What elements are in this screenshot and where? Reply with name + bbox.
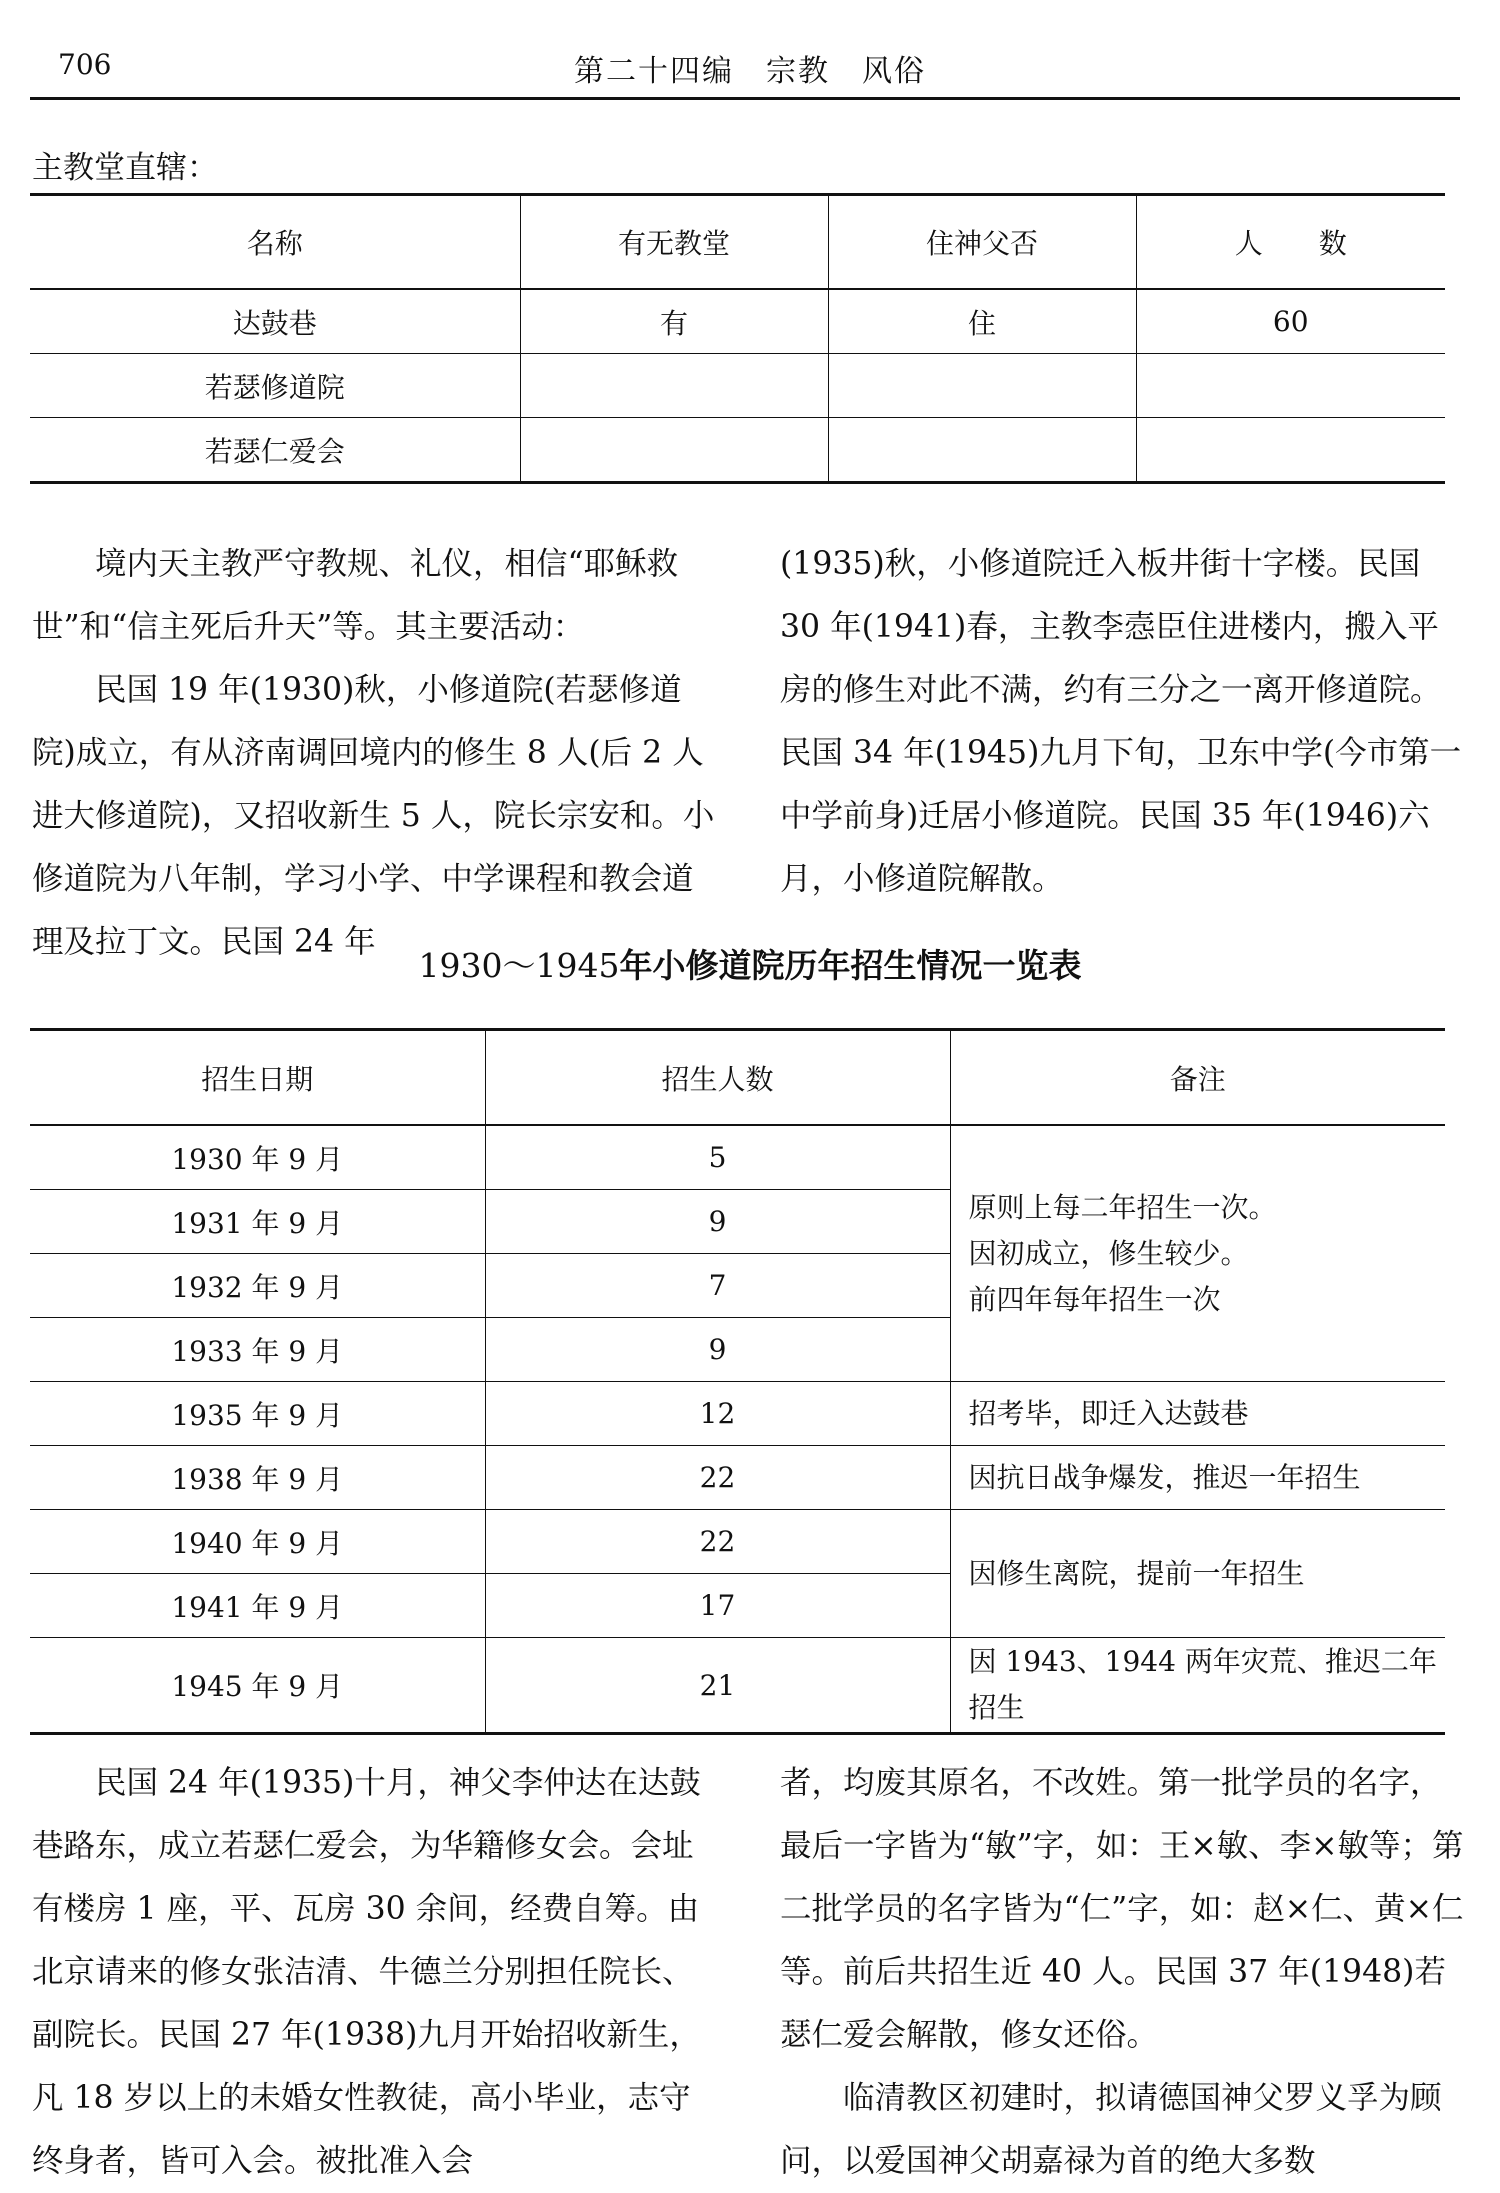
enrollment-count: 5: [485, 1125, 950, 1190]
table-title-years: 1930～1945: [418, 946, 620, 985]
running-header: 第二十四编 宗教 风俗: [574, 54, 926, 89]
table-cell: [828, 354, 1136, 418]
table-row: [30, 289, 1445, 354]
enrollment-date: 1940 年 9 月: [30, 1510, 485, 1574]
table-row: [30, 1125, 1445, 1190]
enrollment-note: [950, 1125, 1445, 1382]
body-text-left-column: [32, 533, 722, 974]
enrollment-count: 17: [485, 1574, 950, 1638]
table-cell: [520, 418, 828, 483]
enrollment-count: 22: [485, 1446, 950, 1510]
table-title: [0, 940, 1500, 987]
table-cell: 若瑟修道院: [30, 354, 520, 418]
enrollment-date: 1930 年 9 月: [30, 1125, 485, 1190]
enrollment-count: 12: [485, 1382, 950, 1446]
column-header: 备注: [950, 1030, 1445, 1126]
body-text-right-column: [780, 1752, 1470, 2193]
note-line: 因初成立，修生较少。: [968, 1236, 1249, 1270]
enrollment-date: 1933 年 9 月: [30, 1318, 485, 1382]
table-cell: [520, 354, 828, 418]
table-cell: 达鼓巷: [30, 289, 520, 354]
note-line: 招生: [968, 1691, 1025, 1724]
enrollment-date: 1932 年 9 月: [30, 1254, 485, 1318]
church-table: [30, 193, 1445, 484]
section-label: 主教堂直辖：: [32, 150, 218, 186]
enrollment-date: 1941 年 9 月: [30, 1574, 485, 1638]
column-header: 有无教堂: [520, 195, 828, 290]
column-header: 住神父否: [828, 195, 1136, 290]
table-cell: 有: [520, 289, 828, 354]
body-text-left-column: [32, 1752, 722, 2193]
table-title-text: 年小修道院历年招生情况一览表: [619, 946, 1082, 985]
header-rule: [30, 97, 1460, 100]
enrollment-date: 1931 年 9 月: [30, 1190, 485, 1254]
page-number: 706: [58, 48, 112, 81]
column-header: 招生人数: [485, 1030, 950, 1126]
table-cell: [1136, 354, 1445, 418]
enrollment-date: 1938 年 9 月: [30, 1446, 485, 1510]
table-cell: [1136, 418, 1445, 483]
table-cell: 若瑟仁爱会: [30, 418, 520, 483]
table-header-row: [30, 195, 1445, 290]
enrollment-note: 因修生离院，提前一年招生: [950, 1510, 1445, 1638]
enrollment-note: [950, 1638, 1445, 1734]
column-header: 名称: [30, 195, 520, 290]
paragraph: 民国 24 年(1935)十月，神父李仲达在达鼓巷路东，成立若瑟仁爱会，为华籍修女会。会址有楼房 1 座，平、瓦房 30 余间，经费自筹。由北京请来的修女张洁清、牛德兰分别担任院长、副院长。民国 27 年(1938)九月开始招收新生，凡 18 岁以上的未婚女性教徒，高小毕业，志守终身者，皆可入会。被批准入会: [32, 1765, 701, 2179]
table-row: [30, 1382, 1445, 1446]
enrollment-count: 7: [485, 1254, 950, 1318]
note-line: 原则上每二年招生一次。: [968, 1190, 1277, 1224]
table-row: [30, 354, 1445, 418]
enrollment-note: 招考毕，即迁入达鼓巷: [950, 1382, 1445, 1446]
paragraph: 境内天主教严守教规、礼仪，相信“耶稣救世”和“信主死后升天”等。其主要活动：: [32, 546, 679, 645]
enrollment-count: 9: [485, 1190, 950, 1254]
column-header: 招生日期: [30, 1030, 485, 1126]
enrollment-note: 因抗日战争爆发，推迟一年招生: [950, 1446, 1445, 1510]
table-row: [30, 1510, 1445, 1574]
table-cell: 60: [1136, 289, 1445, 354]
table-row: [30, 418, 1445, 483]
table-row: [30, 1638, 1445, 1734]
paragraph: 者，均废其原名，不改姓。第一批学员的名字，最后一字皆为“敏”字，如：王×敏、李×敏等；第二批学员的名字皆为“仁”字，如：赵×仁、黄×仁等。前后共招生近 40 人。民国 37 年(1948)若瑟仁爱会解散，修女还俗。: [780, 1765, 1464, 2053]
table-row: [30, 1446, 1445, 1510]
note-line: 因 1943、1944 两年灾荒、推迟二年: [968, 1645, 1437, 1678]
enrollment-count: 21: [485, 1638, 950, 1734]
paragraph: 临清教区初建时，拟请德国神父罗义孚为顾问，以爱国神父胡嘉禄为首的绝大多数: [780, 2080, 1442, 2179]
paragraph: (1935)秋，小修道院迁入板井街十字楼。民国 30 年(1941)春，主教李悫臣住进楼内，搬入平房的修生对此不满，约有三分之一离开修道院。民国 34 年(1945)九月下旬，卫东中学(今市第一中学前身)迁居小修道院。民国 35 年(1946)六月，小修道院解散。: [780, 546, 1462, 897]
column-header: 人 数: [1136, 195, 1445, 290]
table-header-row: [30, 1030, 1445, 1126]
body-text-right-column: [780, 533, 1470, 911]
enrollment-table: [30, 1028, 1445, 1735]
table-cell: 住: [828, 289, 1136, 354]
enrollment-date: 1935 年 9 月: [30, 1382, 485, 1446]
enrollment-date: 1945 年 9 月: [30, 1638, 485, 1734]
paragraph: 民国 19 年(1930)秋，小修道院(若瑟修道院)成立，有从济南调回境内的修生 8 人(后 2 人进大修道院)，又招收新生 5 人，院长宗安和。小修道院为八年制，学习小学、中学课程和教会道理及拉丁文。民国 24 年: [32, 672, 715, 960]
note-line: 前四年每年招生一次: [968, 1282, 1221, 1316]
enrollment-count: 22: [485, 1510, 950, 1574]
table-cell: [828, 418, 1136, 483]
enrollment-count: 9: [485, 1318, 950, 1382]
